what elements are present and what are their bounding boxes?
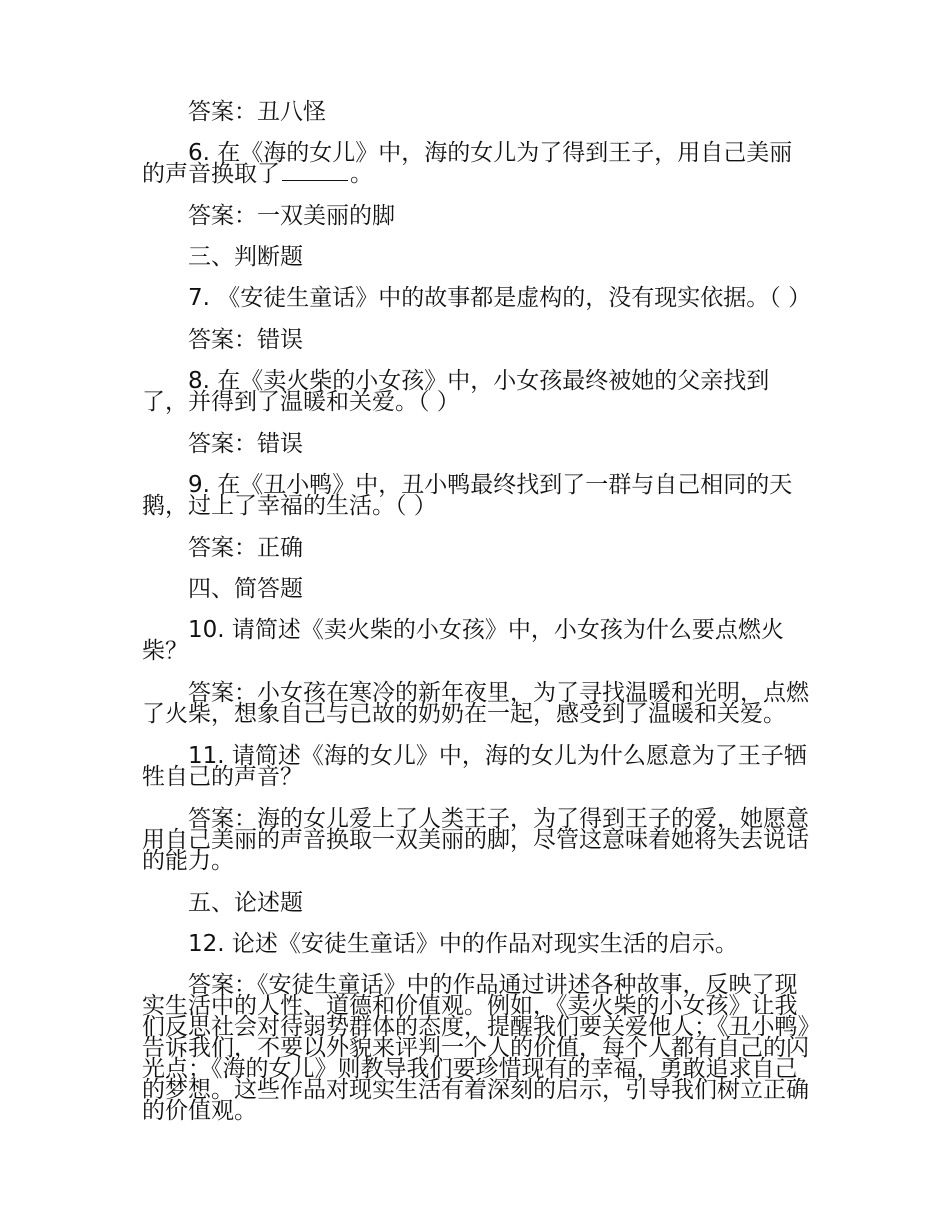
question-8: 8. 在《卖火柴的小女孩》中，小女孩最终被她的父亲找到了，并得到了温暖和关爱。（ ）	[142, 368, 770, 415]
answer-8: 答案：错误	[188, 431, 303, 457]
question-6	[142, 140, 814, 187]
answer-10: 答案：小女孩在寒冷的新年夜里，为了寻找温暖和光明，点燃了火柴，想象自己与已故的奶奶在一起，感受到了温暖和关爱。	[142, 680, 809, 727]
fill-in-blank	[282, 164, 348, 181]
question-10: 10. 请简述《卖火柴的小女孩》中，小女孩为什么要点燃火柴？	[142, 617, 784, 664]
question-6-text: 6. 在《海的女儿》中，海的女儿为了得到王子，用自己美丽的声音换取了	[142, 140, 793, 187]
answer-11: 答案：海的女儿爱上了人类王子，为了得到王子的爱，她愿意用自己美丽的声音换取一双美丽的脚，尽管这意味着她将失去说话的能力。	[142, 806, 809, 874]
section-heading-4: 四、简答题	[188, 576, 303, 602]
question-7: 7. 《安徒生童话》中的故事都是虚构的，没有现实依据。（ ）	[188, 285, 812, 311]
question-11: 11. 请简述《海的女儿》中，海的女儿为什么愿意为了王子牺牲自己的声音？	[142, 743, 807, 790]
question-12: 12. 论述《安徒生童话》中的作品对现实生活的启示。	[188, 931, 738, 957]
section-heading-5: 五、论述题	[188, 890, 303, 916]
answer-7: 答案：错误	[188, 327, 303, 353]
answer-5: 答案：丑八怪	[188, 99, 326, 125]
question-6-end: 。	[350, 161, 373, 187]
answer-6: 答案：一双美丽的脚	[188, 203, 395, 229]
document-page	[142, 99, 814, 1143]
answer-12: 答案：《安徒生童话》中的作品通过讲述各种故事，反映了现实生活中的人性、道德和价值观。例如，《卖火柴的小女孩》让我们反思社会对待弱势群体的态度，提醒我们要关爱他人；《丑小鸭》告诉我们，不要以外貌来评判一个人的价值，每个人都有自己的闪光点；《海的女儿》则教导我们要珍惜现有的幸福，勇敢追求自己的梦想。这些作品对现实生活有着深刻的启示，引导我们树立正确的价值观。	[142, 972, 809, 1124]
section-heading-3: 三、判断题	[188, 244, 303, 270]
question-9: 9. 在《丑小鸭》中，丑小鸭最终找到了一群与自己相同的天鹅，过上了幸福的生活。（ ）	[142, 472, 793, 519]
answer-9: 答案：正确	[188, 535, 303, 561]
